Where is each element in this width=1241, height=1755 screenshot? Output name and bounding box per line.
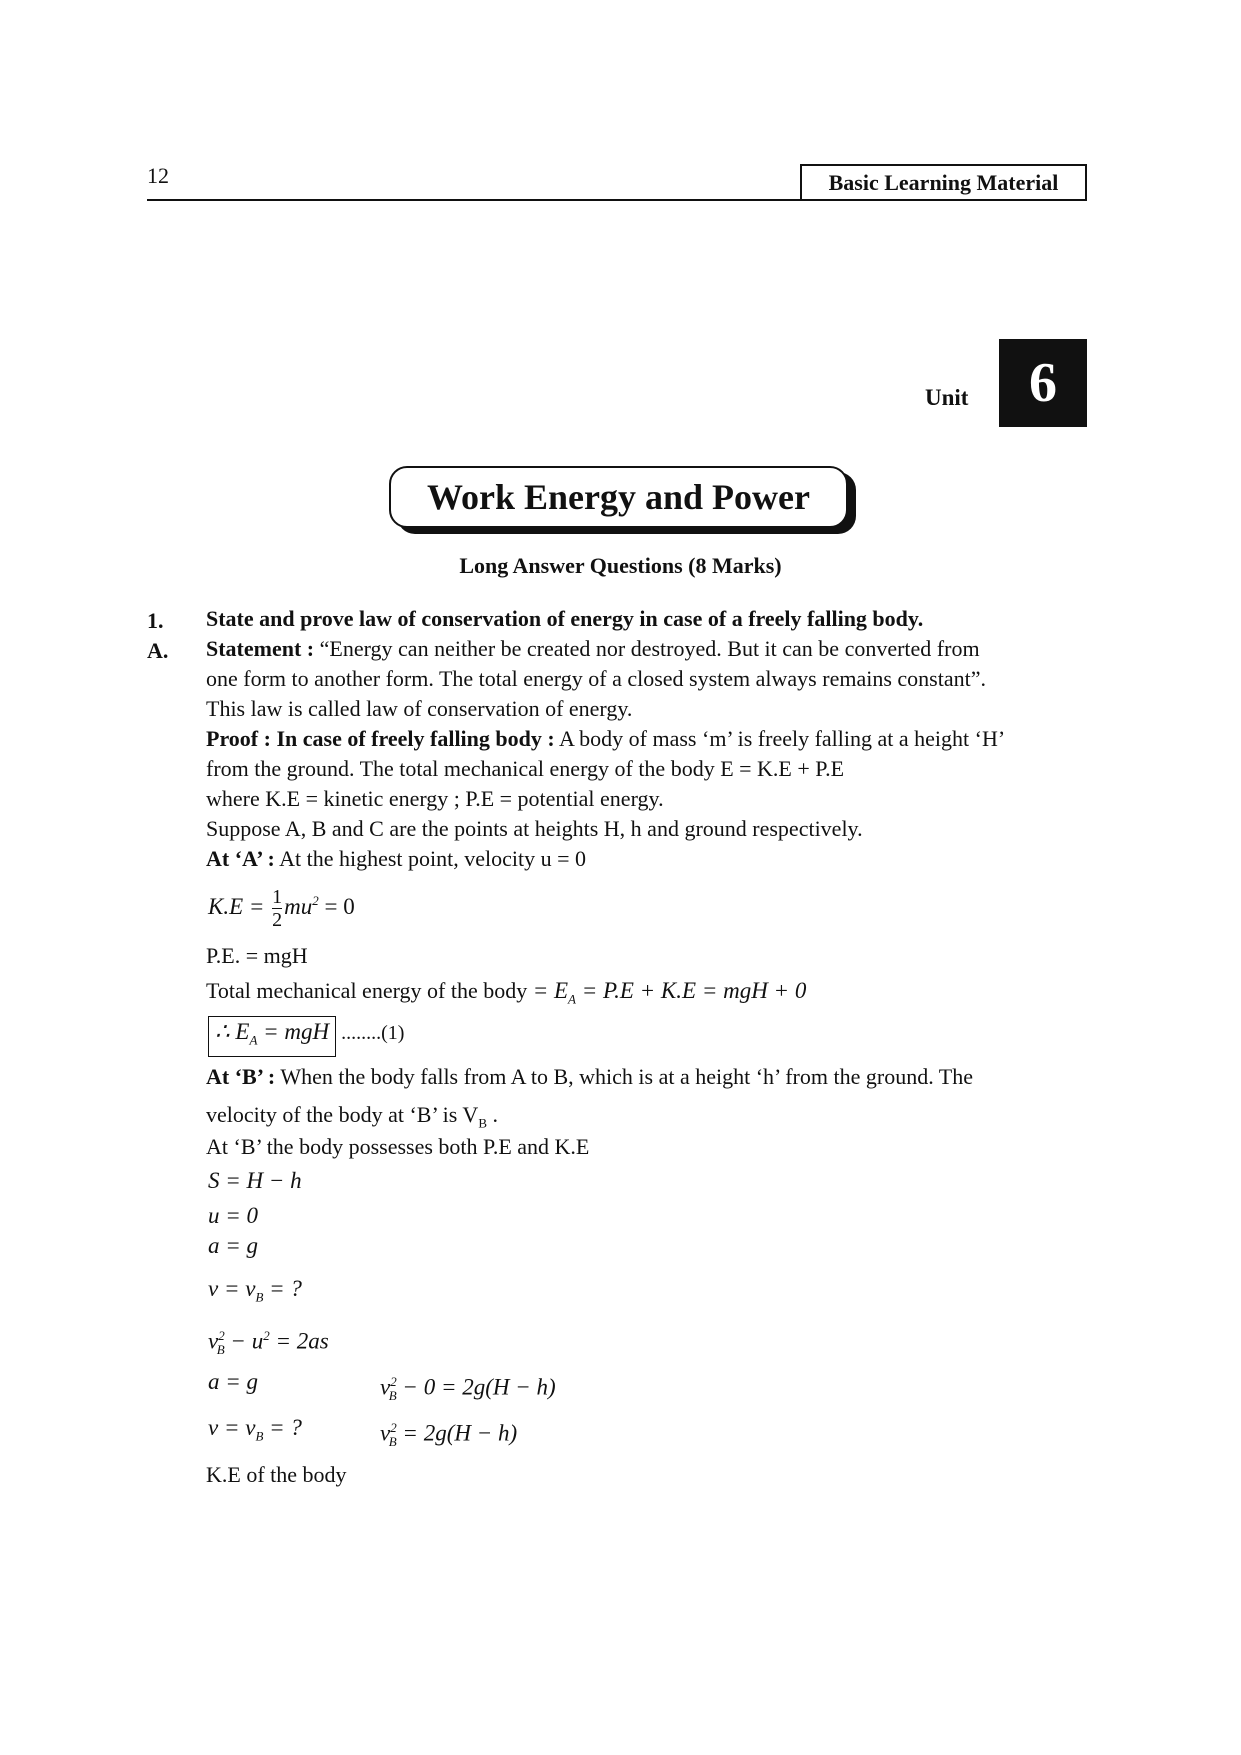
eq-kin-post: = 2as [269,1328,329,1354]
statement-line-1 [206,634,980,664]
eq-sub1-sub: B [388,1388,397,1404]
at-a-text: At the highest point, velocity u = 0 [274,846,587,871]
eq-acceleration: a = g [208,1233,259,1258]
pe-at-a: P.E. = mgH [206,943,308,968]
eq-sub2-post: = 2g(H − h) [396,1420,518,1446]
eq-kinematic [208,1321,329,1365]
result-1-pre: ∴ E [215,1019,250,1044]
unit-label: Unit [925,385,969,410]
proof-line-3: where K.E = kinetic energy ; P.E = potential energy. [206,786,664,811]
at-b-line-3: At ‘B’ the body possesses both P.E and K.E [206,1134,590,1159]
total-eq-sub: A [568,991,576,1007]
proof-line-4: Suppose A, B and C are the points at heights H, h and ground respectively. [206,816,863,841]
ke-exponent: 2 [312,893,319,909]
at-b-line-2-sub: B [478,1115,487,1131]
proof-text: A body of mass ‘m’ is freely falling at a height ‘H’ [554,726,1006,751]
at-b-text: When the body falls from A to B, which is at a height ‘h’ from the ground. The [275,1064,973,1089]
ke-lhs: K.E = [208,893,271,919]
total-energy-label: Total mechanical energy of the body [206,978,533,1003]
result-1-post: = mgH [257,1019,330,1044]
eq-v2-sub: B [255,1428,264,1444]
half-fraction [272,886,282,931]
question-text: State and prove law of conservation of energy in case of a freely falling body. [206,606,924,631]
at-b-line-2-post: . [486,1102,498,1127]
eq-kin-sup: 2 [218,1328,225,1343]
fraction-numerator: 1 [272,886,283,908]
total-energy-eq [532,978,807,1007]
proof-line-1 [206,724,1005,754]
eq-kin-pre: v [208,1328,219,1354]
eq-final-velocity [208,1274,302,1313]
eq-substitution-1 [380,1367,556,1411]
answer-marker: A. [147,638,169,663]
chapter-title: Work Energy and Power [389,466,848,528]
section-title: Long Answer Questions (8 Marks) [459,553,782,578]
unit-number-box: 6 [999,339,1087,427]
at-b-line-2-pre: velocity of the body at ‘B’ is V [206,1102,479,1127]
ke-tail: = 0 [318,893,355,919]
at-b-label: At ‘B’ : [206,1064,276,1089]
eq-substitution-2 [380,1413,517,1457]
eq-v-pre: v = v [208,1276,256,1301]
eq-displacement: S = H − h [208,1168,302,1193]
eq-kin-sup2: 2 [263,1328,270,1343]
proof-label: Proof : In case of freely falling body : [206,726,555,751]
eq-acceleration-2: a = g [208,1369,259,1394]
at-b-line [206,1062,973,1092]
eq-sub1-post: − 0 = 2g(H − h) [396,1374,556,1400]
total-energy-line [206,976,806,1015]
eq-initial-velocity: u = 0 [208,1203,259,1228]
result-1-line [208,1016,404,1057]
eq-sub2-pre: v [380,1420,391,1446]
eq-v-sub: B [255,1289,264,1305]
eq-v-post: = ? [263,1276,302,1301]
ke-rhs: mu [284,893,313,919]
equation-ref-1: ........(1) [336,1022,405,1044]
eq-kin-mid: − u [224,1328,264,1354]
total-eq-start: = E [532,978,569,1003]
eq-sub2-sub: B [388,1434,397,1450]
total-eq-rest: = P.E + K.E = mgH + 0 [576,978,807,1003]
eq-sub2-sup: 2 [390,1420,397,1435]
statement-text: “Energy can neither be created nor destroyed. But it can be converted from [314,636,980,661]
eq-sub1-pre: v [380,1374,391,1400]
eq-sub1-sup: 2 [390,1374,397,1389]
eq-v2-post: = ? [263,1415,302,1440]
eq-v2-pre: v = v [208,1415,256,1440]
question-number: 1. [147,608,164,633]
fraction-denominator: 2 [272,909,283,931]
statement-line-3: This law is called law of conservation of energy. [206,696,633,721]
at-a-label: At ‘A’ : [206,846,275,871]
ke-of-body: K.E of the body [206,1462,347,1487]
ke-at-a-equation [208,886,355,931]
header-rule [147,199,1087,201]
page-number: 12 [147,163,169,188]
book-title-badge: Basic Learning Material [800,164,1087,199]
result-1-sub: A [249,1032,258,1048]
eq-kin-sub: B [216,1342,225,1358]
at-a-line [206,844,586,874]
eq-final-velocity-2 [208,1413,302,1452]
result-1-box [208,1016,336,1057]
statement-label: Statement : [206,636,315,661]
statement-line-2: one form to another form. The total energy of a closed system always remains constant”. [206,666,986,691]
proof-line-2: from the ground. The total mechanical energy of the body E = K.E + P.E [206,756,845,781]
